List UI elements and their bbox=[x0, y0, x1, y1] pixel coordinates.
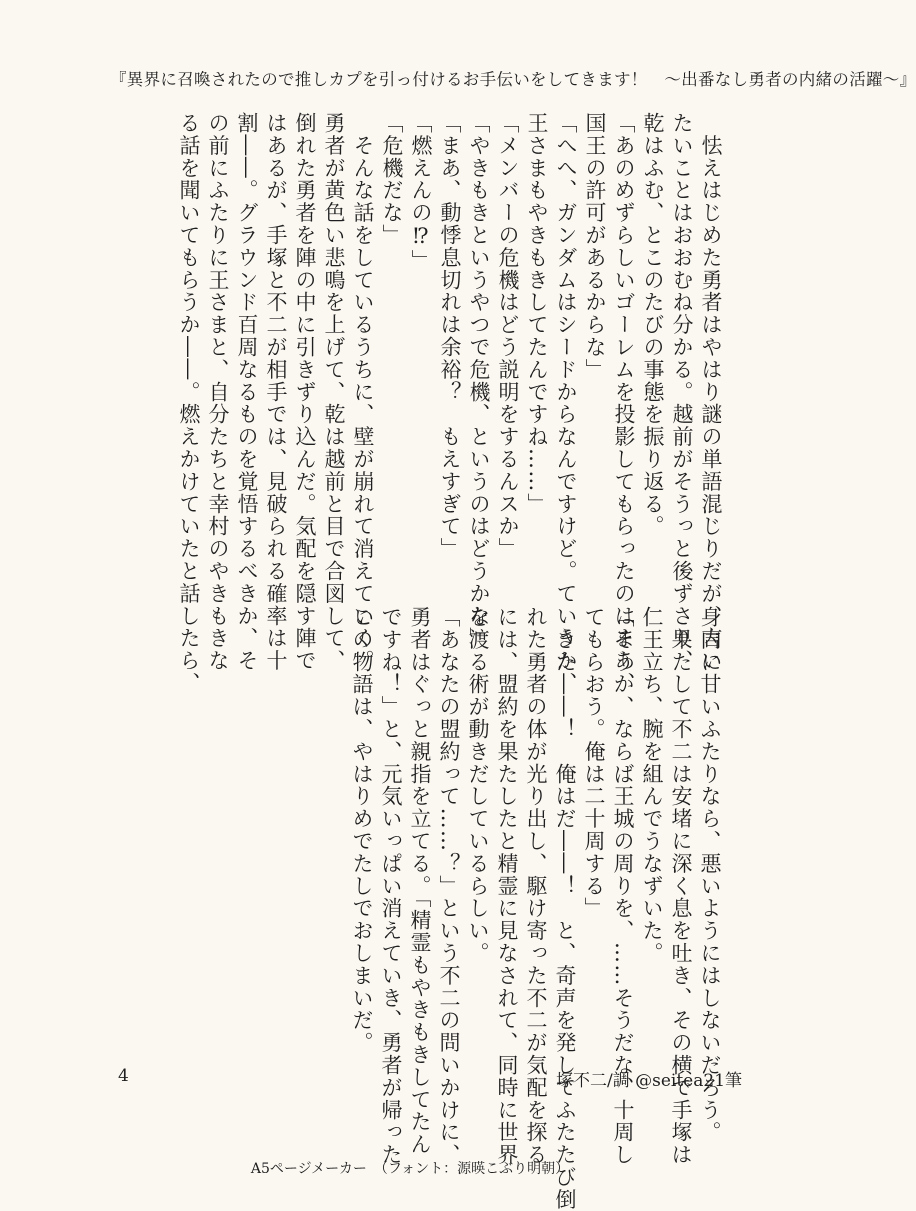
text-line: 「燃えんの⁉」 bbox=[409, 112, 433, 272]
text-line: には、盟約を果たしたと精霊に見なされて、同時に世界 bbox=[495, 606, 519, 1166]
text-line: たいことはおおむね分かる。越前がそうっと後ずさり、 bbox=[670, 112, 694, 672]
text-line: きた――！ 俺はだ――！ と、奇声を発してふたたび倒 bbox=[553, 606, 577, 1211]
text-line: 「やきもきというやつで危機、というのはどうかな」 bbox=[467, 112, 491, 650]
text-line: を渡る術が動きだしているらしい。 bbox=[466, 606, 490, 965]
text-line: る話を聞いてもらうか――。燃えかけていたと話したら、 bbox=[177, 112, 201, 695]
text-line: 果たして不二は安堵に深く息を吐き、その横で手塚は bbox=[669, 606, 693, 1166]
text-line: 勇者はぐっと親指を立てる。「精霊もやきもきしてたん bbox=[408, 606, 432, 1156]
text-line: 「あなたの盟約って……？」という不二の問いかけに、 bbox=[437, 606, 461, 1166]
text-line: 怯えはじめた勇者はやはり謎の単語混じりだが、言い bbox=[699, 112, 723, 672]
text-line: の前にふたりに王さまと、自分たちと幸村のやきもきな bbox=[206, 112, 230, 672]
text-line: そんな話をしているうちに、壁が崩れて消えていく。 bbox=[351, 112, 375, 672]
text-line: 倒れた勇者を陣の中に引きずり込んだ。気配を隠す陣で bbox=[293, 112, 317, 672]
page-number: 4 bbox=[118, 1066, 129, 1086]
text-line: 「あのめずらしいゴーレムを投影してもらったのはまあ、 bbox=[612, 112, 636, 695]
text-line: 身内に甘いふたりなら、悪いようにはしないだろう。 bbox=[698, 606, 722, 1144]
generator-credit: A5ページメーカー （フォント：源暎こぶり明朝） bbox=[250, 1161, 570, 1177]
text-line: 国王の許可があるからな」 bbox=[583, 112, 607, 381]
text-line: 勇者が黄色い悲鳴を上げて、乾は越前と目で合図して、 bbox=[322, 112, 346, 672]
text-line: ですね！」と、元気いっぱい消えていき、勇者が帰った bbox=[379, 606, 403, 1166]
text-line: 「メンバーの危機はどう説明をするんスか」 bbox=[496, 112, 520, 560]
text-line: 「へへ、ガンダムはシードからなんですけど。ていうか、 bbox=[554, 112, 578, 695]
text-line: 割――。グラウンド百周なるものを覚悟するべきか、そ bbox=[235, 112, 259, 672]
author-credit: 塚不二/調 @seitea21筆 bbox=[556, 1071, 743, 1091]
text-line: 「そうか、ならば王城の周りを、……そうだな、十周し bbox=[611, 606, 635, 1166]
text-line: 「危機だな」 bbox=[380, 112, 404, 247]
text-line: 仁王立ち、腕を組んでうなずいた。 bbox=[640, 606, 664, 965]
text-line: 乾はふむ、とこのたびの事態を振り返る。 bbox=[641, 112, 665, 538]
text-line: れた勇者の体が光り出し、駆け寄った不二が気配を探る bbox=[524, 606, 548, 1166]
text-line: 「まあ、動悸息切れは余裕？ もえすぎて」 bbox=[438, 112, 462, 560]
body-text-upper bbox=[95, 112, 725, 695]
text-line: てもらおう。俺は二十周する」 bbox=[582, 606, 606, 920]
page-header-title: 『異界に召喚されたので推しカプを引っ付けるお手伝いをしてきます！ 〜出番なし勇者の内緒の活躍〜』 bbox=[110, 70, 916, 89]
text-line: はあるが、手塚と不二が相手では、見破られる確率は十 bbox=[264, 112, 288, 672]
text-line: この物語は、やはりめでたしでおしまいだ。 bbox=[350, 606, 374, 1054]
text-line: 王さまもやきもきしてたんですね……」 bbox=[525, 112, 549, 516]
